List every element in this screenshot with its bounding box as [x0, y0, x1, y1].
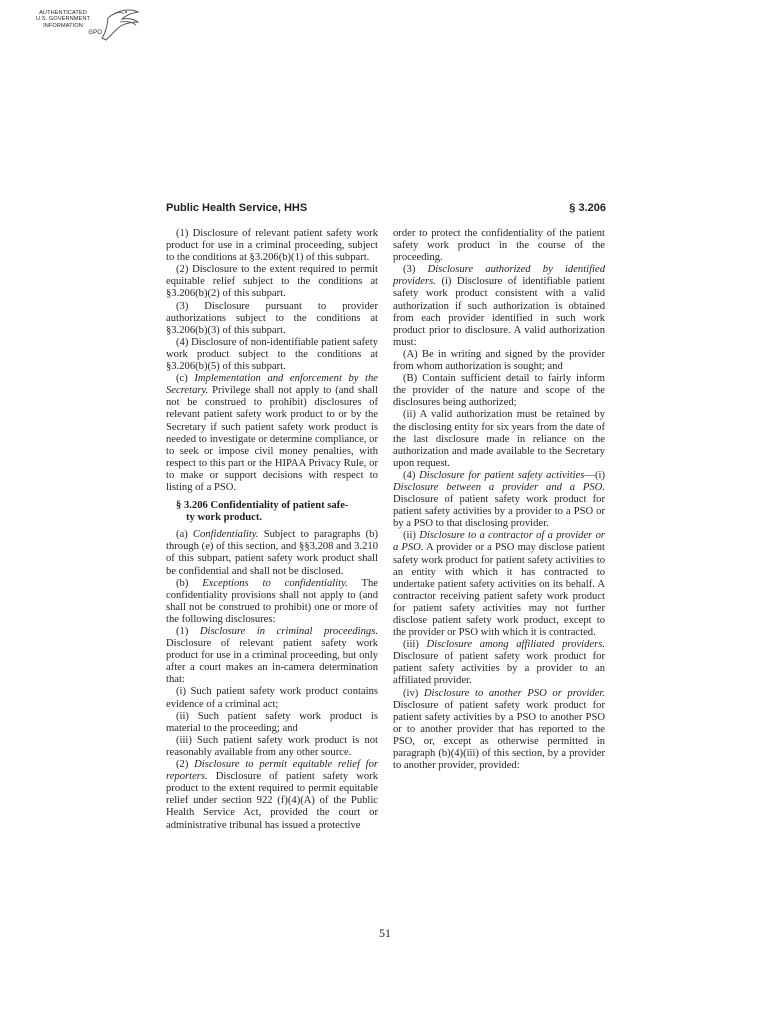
para-body: Disclosure of patient safety work product for patient safety activities by a PSO to another PSO or to another provider that has reported to the PSO, or, except as otherwise permitted in paragraph (b)(4)(iii) of this section, by a provider to another provider, provided:	[393, 699, 605, 772]
paragraph	[166, 578, 378, 626]
page-number: 51	[379, 926, 391, 940]
para-subheading: Disclosure between a provider and a PSO.	[393, 481, 605, 493]
para-heading: Disclosure to a contractor of a provider or a PSO.	[393, 530, 606, 554]
para-body: Disclosure of patient safety work product to the extent required to permit equitable relief under section 922 (f)(4)(A) of the Public Health Service Act, provided the court or administrative tribunal has issued a protective	[166, 771, 378, 831]
text-column-right	[393, 228, 605, 772]
paragraph: (B) Contain sufficient detail to fairly inform the provider of the nature and scope of the disclosures being authorized;	[393, 373, 605, 409]
para-label: (ii)	[403, 530, 420, 542]
para-label: (iv)	[403, 687, 424, 699]
para-body: Disclosure of relevant patient safety work product for use in a criminal proceeding, but only after a court makes an in-camera determination that:	[166, 638, 378, 686]
para-heading: Disclosure for patient safety activities	[419, 469, 585, 481]
para-heading: Implementation and enforcement by the Secretary.	[166, 373, 379, 397]
para-body: Privilege shall not apply to (and shall not be construed to prohibit) disclosures of relevant patient safety work product to or by the Secretary if such patient safety work product is needed to investigate or determine compliance, or to seek or impose civil money penalties, with respect to this part or the HIPAA Privacy Rule, or to make or support decisions with respect to listing of a PSO.	[166, 385, 378, 493]
paragraph: (4) Disclosure of non-identifiable patient safety work product subject to the conditions at §3.206(b)(5) of this subpart.	[166, 336, 378, 373]
paragraph	[393, 688, 605, 773]
running-head-section: § 3.206	[569, 202, 606, 214]
paragraph	[166, 759, 378, 832]
running-head	[166, 202, 606, 218]
section-heading-line-2: ty work product.	[186, 512, 263, 524]
paragraph	[166, 529, 378, 577]
para-body: A provider or a PSO may disclose patient safety work product for patient safety activities to an entity with which it has contracted to undertake patient safety activities on its behalf. A contractor receiving patient safety work product for patient safety activities may not further disclose patient safety work product, except to the provider or PSO with which it is contracted.	[393, 542, 606, 639]
section-heading-line-1: § 3.206 Confidentiality of patient safe-	[176, 500, 349, 512]
seal-line-3: INFORMATION	[43, 22, 83, 29]
paragraph: (ii) Such patient safety work product is material to the proceeding; and	[166, 710, 378, 734]
paragraph: (1) Disclosure of relevant patient safety work product for use in a criminal proceeding, subject to the conditions at §3.206(b)(1) of this subpart.	[166, 228, 378, 264]
para-label: (3)	[403, 264, 428, 276]
paragraph: (A) Be in writing and signed by the provider from whom authorization is sought; and	[393, 348, 605, 373]
text-column-left	[166, 228, 378, 832]
paragraph	[393, 530, 605, 639]
para-body: (i) Disclosure of identifiable patient safety work product consistent with a valid authorization if such authorization is obtained from each provider identified in such work product prior to disclosure. A valid authorization must:	[393, 276, 605, 348]
para-heading: Disclosure among affiliated providers.	[426, 639, 605, 651]
para-label: (iii)	[403, 639, 427, 651]
para-heading: Disclosure in criminal proceedings.	[199, 626, 378, 637]
para-heading: Disclosure authorized by identified providers.	[393, 264, 605, 288]
paragraph	[393, 470, 605, 530]
section-heading	[166, 500, 378, 524]
running-head-title: Public Health Service, HHS	[166, 202, 308, 214]
seal-line-2: U.S. GOVERNMENT	[35, 16, 91, 23]
para-label: (b)	[176, 577, 203, 589]
para-heading: Disclosure to another PSO or provider.	[423, 687, 605, 699]
paragraph	[166, 373, 378, 494]
para-label: (c)	[176, 373, 195, 385]
paragraph: order to protect the confidentiality of the patient safety work product in the course of the proceeding.	[393, 228, 605, 264]
paragraph	[393, 264, 605, 349]
para-label: —(i)	[584, 469, 605, 481]
para-label: (4)	[403, 469, 420, 481]
para-heading: Exceptions to confidentiality.	[202, 577, 348, 589]
paragraph	[393, 639, 605, 687]
para-body: Subject to paragraphs (b) through (e) of this section, and §§3.208 and 3.210 of this subpart, patient safety work product shall be confidential and shall not be disclosed.	[166, 529, 379, 577]
paragraph: (ii) A valid authorization must be retained by the disclosing entity for six years from the date of the last disclosure made in reliance on the authorization and made available to the Secretary upon request.	[393, 409, 605, 469]
para-body: Disclosure of patient safety work product for patient safety activities by a provider to a PSO or by a PSO to that disclosing provider.	[393, 494, 605, 530]
para-heading: Confidentiality.	[192, 529, 259, 541]
paragraph: (i) Such patient safety work product contains evidence of a criminal act;	[166, 686, 378, 710]
para-label: (1)	[176, 626, 200, 637]
seal-line-1: AUTHENTICATED	[39, 10, 87, 16]
paragraph: (3) Disclosure pursuant to provider authorizations subject to the conditions at §3.206(b)(3) of this subpart.	[166, 300, 378, 336]
para-heading: Disclosure to permit equitable relief for reporters.	[166, 759, 378, 783]
para-body: The confidentiality provisions shall not apply to (and shall not be construed to prohibit) one or more of the following disclosures:	[166, 577, 378, 625]
seal-gpo: GPO	[88, 30, 102, 37]
paragraph: (2) Disclosure to the extent required to permit equitable relief subject to the conditions at §3.206(b)(2) of this subpart.	[166, 264, 378, 300]
paragraph	[166, 626, 378, 686]
para-label: (2)	[176, 759, 195, 771]
para-body: Disclosure of patient safety work product for patient safety activities by a provider to an affiliated provider.	[393, 651, 605, 687]
para-label: (a)	[176, 529, 193, 541]
paragraph: (iii) Such patient safety work product is not reasonably available from any other source.	[166, 734, 378, 758]
gpo-seal-text	[24, 10, 102, 37]
